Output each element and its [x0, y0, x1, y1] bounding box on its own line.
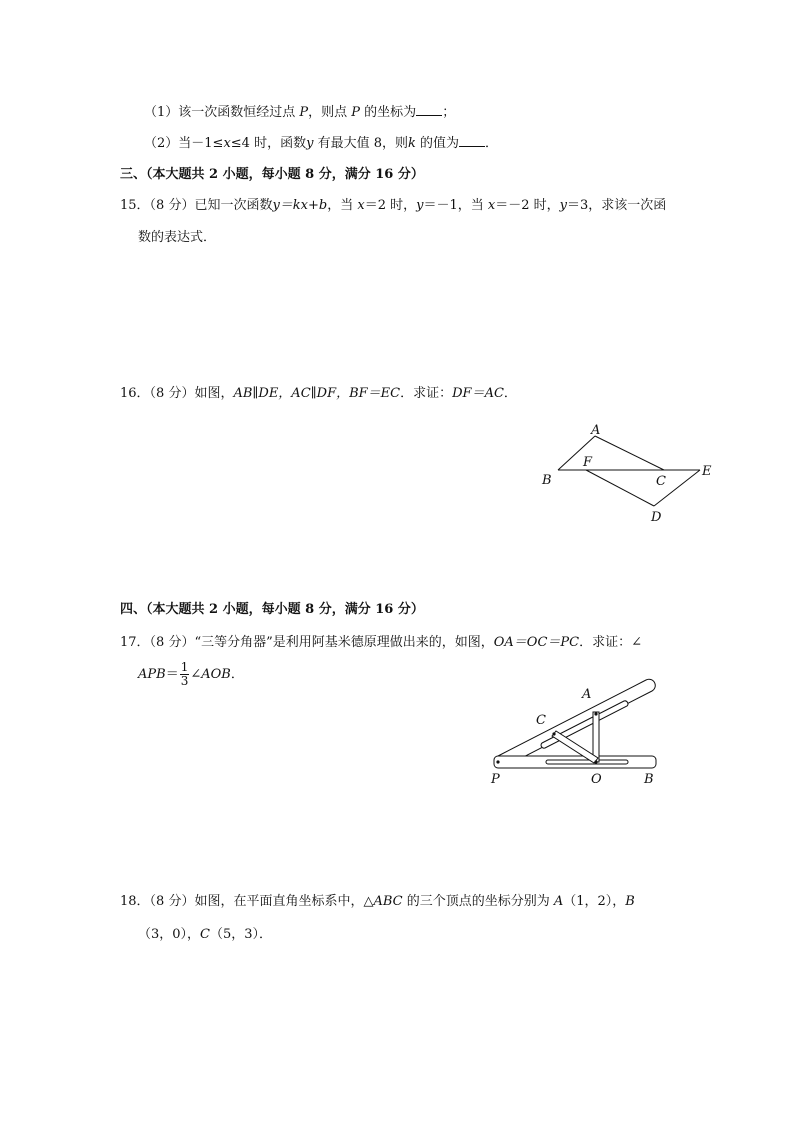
section-3-heading: 三、（本大题共 2 小题，每小题 8 分，满分 16 分） — [120, 167, 424, 182]
label-B: B — [542, 473, 552, 488]
pivot-C — [552, 732, 555, 735]
label-C: C — [536, 713, 546, 728]
fraction-one-third: $\frac{1}{3}$ — [180, 660, 189, 688]
q15-line2: 数的表达式． — [138, 230, 217, 245]
q14-part1: （1）该一次函数恒经过点 P，则点 P 的坐标为 ； — [144, 105, 456, 120]
segment-AC — [595, 436, 664, 470]
q18-line2: （3，0），C（5，3）． — [138, 927, 273, 942]
q18-line1: 18．（8 分）如图，在平面直角坐标系中，△ABC 的三个顶点的坐标分别为 A（1，2），B — [120, 894, 635, 909]
label-A: A — [591, 423, 601, 438]
base-arm-slot — [546, 760, 628, 764]
label-D: D — [651, 510, 662, 525]
pivot-O — [594, 760, 597, 763]
answer-blank[interactable] — [416, 103, 442, 116]
label-A: A — [582, 687, 592, 702]
label-E: E — [702, 464, 712, 479]
trisector-instrument — [494, 679, 656, 768]
q16-text: 16．（8 分）如图，AB∥DE，AC∥DF，BF＝EC．求证：DF＝AC． — [120, 386, 517, 401]
q16-figure — [536, 418, 720, 528]
pivot-A — [594, 712, 597, 715]
answer-blank[interactable] — [459, 134, 485, 147]
q15-line1: 15．（8 分）已知一次函数y＝kx+b，当 x＝2 时，y＝－1，当 x＝－2 时，y＝3，求该一次函 — [120, 198, 667, 213]
upper-arm — [498, 679, 655, 767]
q17-trisector-figure — [484, 670, 670, 790]
q17-line2: APB＝ $\frac{1}{3}$ ∠AOB． — [138, 660, 244, 688]
label-P: P — [491, 772, 500, 787]
label-O: O — [591, 772, 602, 787]
label-F: F — [583, 455, 593, 470]
label-B: B — [644, 772, 654, 787]
pivot-P — [496, 760, 499, 763]
q16-triangle-lines — [558, 436, 700, 506]
upper-arm-slot — [541, 701, 628, 748]
q17-line1: 17．（8 分）“三等分角器”是利用阿基米德原理做出来的，如图，OA＝OC＝PC．求证：∠ — [120, 635, 643, 650]
section-4-heading: 四、（本大题共 2 小题，每小题 8 分，满分 16 分） — [120, 602, 424, 617]
label-C: C — [656, 474, 666, 489]
segment-DF — [586, 470, 654, 506]
q14-part2: （2）当－1≤x≤4 时，函数y 有最大值 8，则k 的值为 ． — [144, 136, 499, 151]
link-OA — [593, 712, 599, 762]
